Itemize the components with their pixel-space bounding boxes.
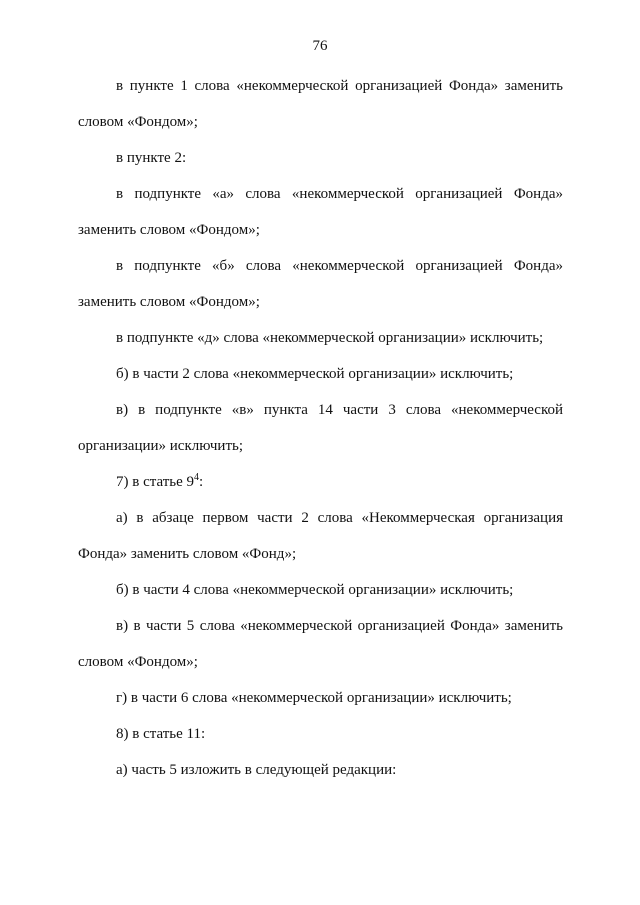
paragraph: в подпункте «д» слова «некоммерческой организации» исключить; xyxy=(116,330,544,346)
paragraph: а) часть 5 изложить в следующей редакции: xyxy=(116,762,397,778)
article-heading-prefix: 7) в статье 9 xyxy=(116,474,195,490)
paragraph: а) в абзаце первом части 2 слова «Некоммерческая организация Фонда» заменить словом «Фонд»; xyxy=(78,510,563,562)
paragraph: в подпункте «а» слова «некоммерческой организацией Фонда» заменить словом «Фондом»; xyxy=(78,186,563,238)
paragraph: г) в части 6 слова «некоммерческой организации» исключить; xyxy=(116,690,512,706)
paragraph: в) в подпункте «в» пункта 14 части 3 слова «некоммерческой организации» исключить; xyxy=(78,402,563,454)
paragraph: в пункте 1 слова «некоммерческой организацией Фонда» заменить словом «Фондом»; xyxy=(78,78,563,130)
paragraph: б) в части 2 слова «некоммерческой организации» исключить; xyxy=(116,366,514,382)
page-number: 76 xyxy=(312,38,328,54)
paragraph: 8) в статье 11: xyxy=(116,726,206,742)
article-heading xyxy=(78,464,563,500)
paragraph: в подпункте «б» слова «некоммерческой организацией Фонда» заменить словом «Фондом»; xyxy=(78,258,563,310)
paragraph: в) в части 5 слова «некоммерческой организацией Фонда» заменить словом «Фондом»; xyxy=(78,618,563,670)
document-body xyxy=(78,68,563,788)
paragraph: в пункте 2: xyxy=(116,150,187,166)
article-heading-suffix: : xyxy=(199,474,204,490)
article-heading-superscript: 4 xyxy=(194,472,200,483)
paragraph: б) в части 4 слова «некоммерческой организации» исключить; xyxy=(116,582,514,598)
